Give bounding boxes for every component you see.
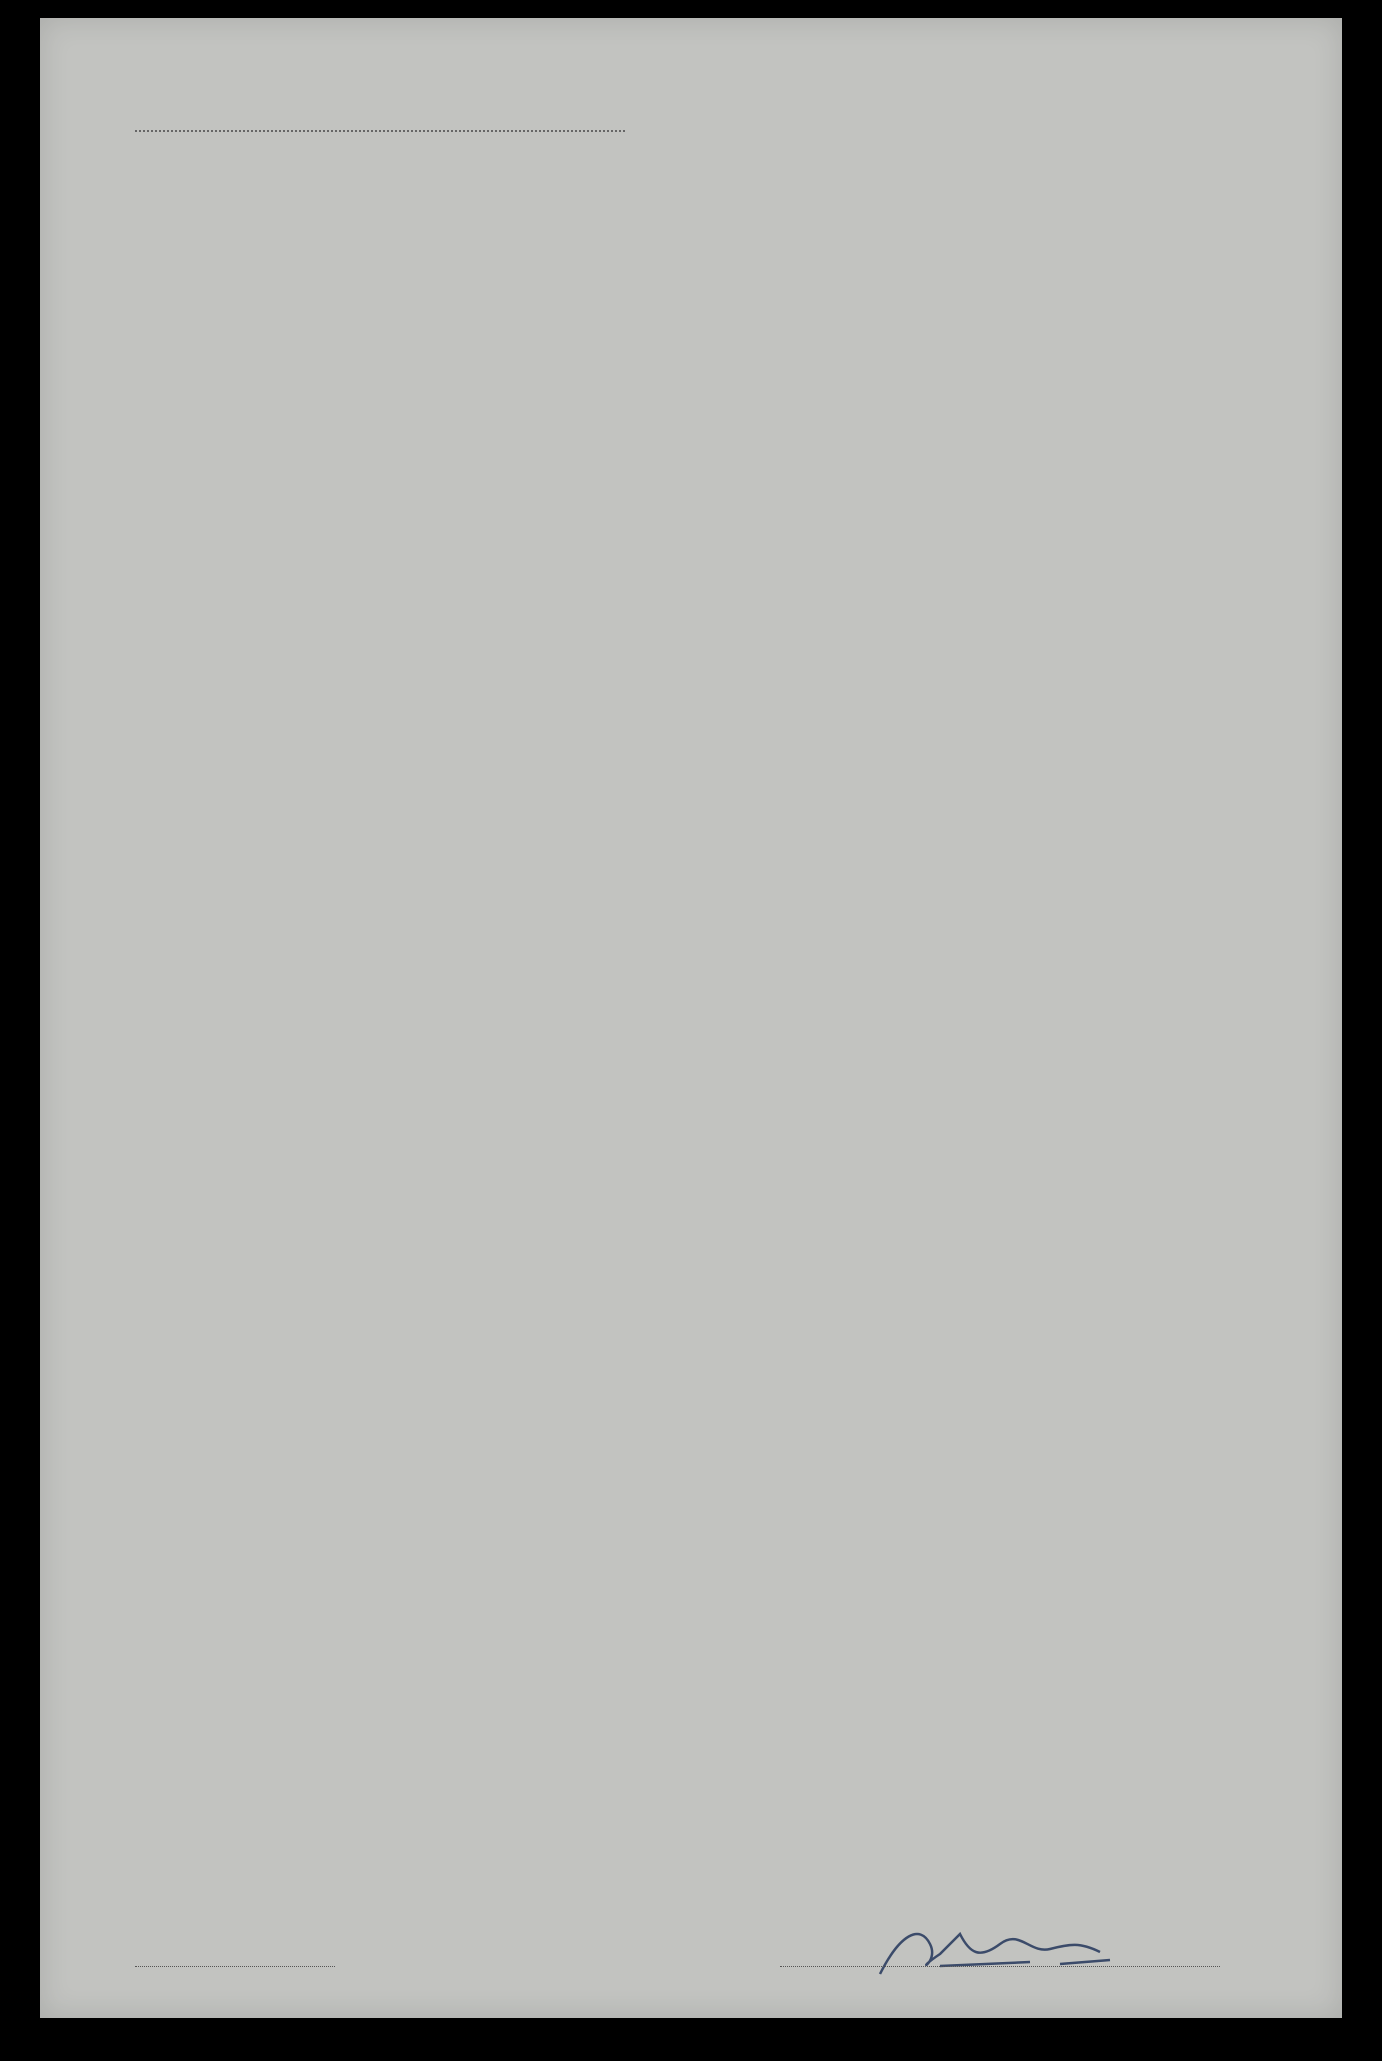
signature-dotted-line xyxy=(780,1966,1220,1967)
unit-dotted-line xyxy=(135,130,625,132)
form-sheet xyxy=(40,18,1342,2018)
despatch-dotted-line xyxy=(135,1966,335,1967)
commander-signature xyxy=(870,1914,1170,1984)
strength-table xyxy=(52,274,1334,1836)
